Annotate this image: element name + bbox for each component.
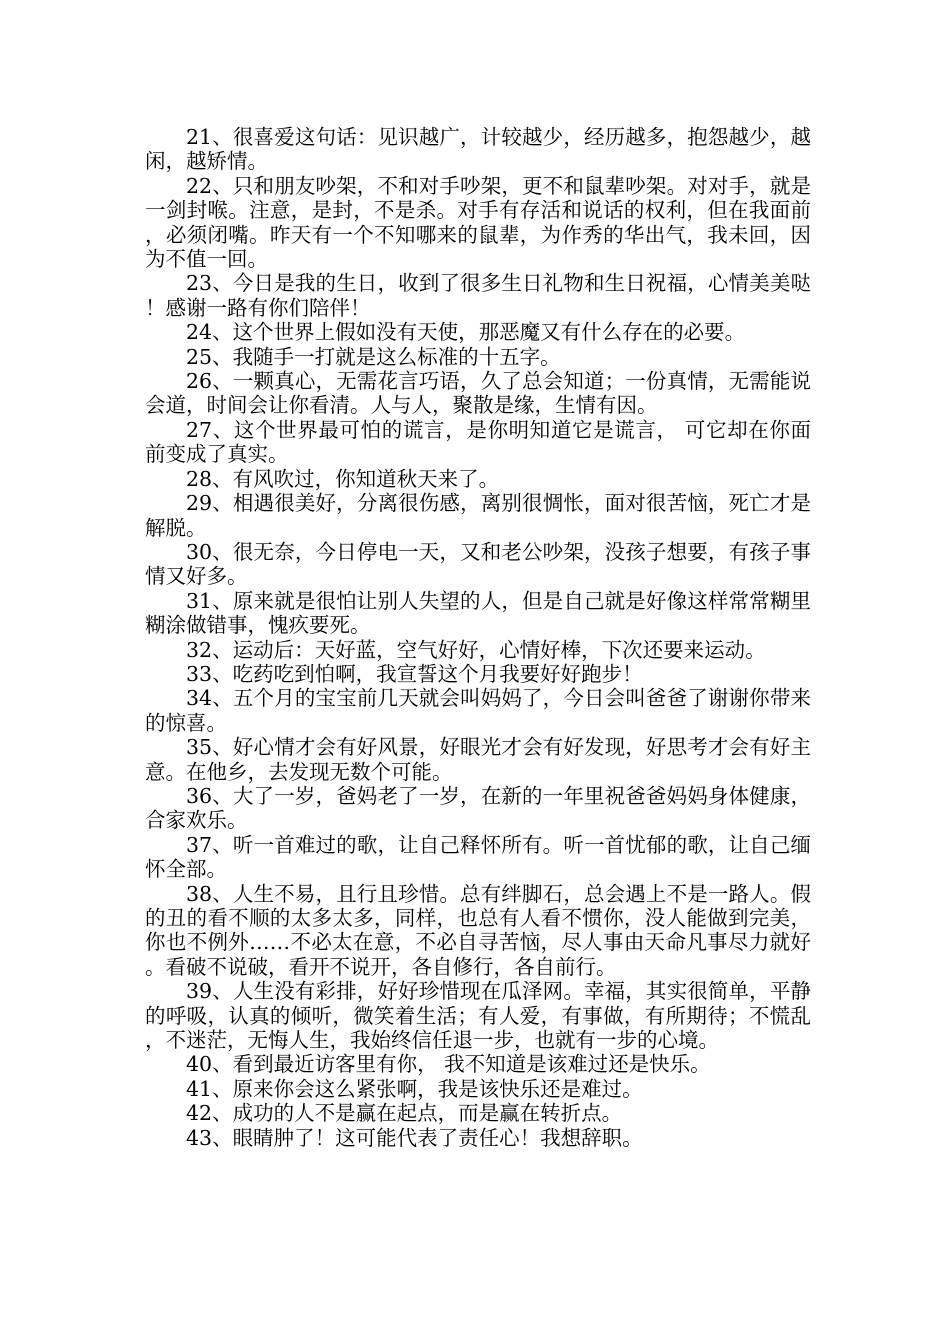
paragraph-21: 21、很喜爱这句话：见识越广，计较越少，经历越多，抱怨越少，越闲，越矫情。 (145, 125, 811, 174)
paragraph-28: 28、有风吹过，你知道秋天来了。 (186, 466, 500, 491)
paragraph-30: 30、很无奈，今日停电一天，又和老公吵架，没孩子想要，有孩子事情又好多。 (145, 539, 811, 589)
paragraph-31: 31、原来就是很怕让别人失望的人，但是自己就是好像这样常常糊里糊涂做错事，愧疚要死。 (145, 588, 811, 638)
paragraph-36: 36、大了一岁，爸妈老了一岁，在新的一年里祝爸爸妈妈身体健康，合家欢乐。 (145, 783, 811, 833)
paragraph-27: 27、这个世界最可怕的谎言，是你明知道它是谎言， 可它却在你面前变成了真实。 (145, 417, 811, 467)
paragraph-29: 29、相遇很美好，分离很伤感，离别很惆怅，面对很苦恼，死亡才是解脱。 (145, 491, 811, 540)
paragraph-39: 39、人生没有彩排，好好珍惜现在瓜泽网。幸福，其实很简单，平静的呼吸，认真的倾听，微笑着生活；有人爱，有事做，有所期待；不慌乱，不迷茫，无悔人生，我始终信任退一步，也就有一步的心境。 (145, 979, 811, 1053)
paragraph-24: 24、这个世界上假如没有天使，那恶魔又有什么存在的必要。 (186, 320, 746, 345)
paragraph-34: 34、五个月的宝宝前几天就会叫妈妈了，今日会叫爸爸了谢谢你带来的惊喜。 (145, 686, 811, 735)
paragraph-37: 37、听一首难过的歌，让自己释怀所有。听一首忧郁的歌，让自己缅怀全部。 (145, 832, 811, 882)
paragraph-23: 23、今日是我的生日，收到了很多生日礼物和生日祝福，心情美美哒！感谢一路有你们陪伴！ (145, 271, 811, 320)
paragraph-32: 32、运动后：天好蓝，空气好好，心情好棒，下次还要来运动。 (186, 637, 766, 662)
paragraph-26: 26、一颗真心，无需花言巧语，久了总会知道；一份真情，无需能说会道，时间会让你看清。人与人，聚散是缘，生情有因。 (145, 369, 811, 418)
paragraph-22: 22、只和朋友吵架，不和对手吵架，更不和鼠辈吵架。对对手，就是一剑封喉。注意，是封，不是杀。对手有存活和说话的权利，但在我面前，必须闭嘴。昨天有一个不知哪来的鼠辈，为作秀的华出气，我未回，因为不值一回。 (145, 173, 811, 272)
paragraph-35: 35、好心情才会有好风景，好眼光才会有好发现，好思考才会有好主意。在他乡，去发现无数个可能。 (145, 735, 811, 784)
paragraph-41: 41、原来你会这么紧张啊，我是该快乐还是难过。 (186, 1076, 643, 1101)
paragraph-38: 38、人生不易，且行且珍惜。总有绊脚石，总会遇上不是一路人。假的丑的看不顺的太多太多，同样，也总有人看不惯你，没人能做到完美，你也不例外……不必太在意，不必自寻苦恼，尽人事由天命凡事尽力就好。看破不说破，看开不说开，各自修行，各自前行。 (145, 881, 811, 979)
document-body (145, 125, 811, 1150)
paragraph-25: 25、我随手一打就是这么标准的十五字。 (186, 344, 561, 369)
paragraph-42: 42、成功的人不是赢在起点，而是赢在转折点。 (186, 1101, 623, 1126)
paragraph-33: 33、吃药吃到怕啊，我宣誓这个月我要好好跑步！ (186, 661, 643, 686)
paragraph-40: 40、看到最近访客里有你， 我不知道是该难过还是快乐。 (186, 1052, 711, 1077)
paragraph-43: 43、眼睛肿了！这可能代表了责任心！我想辞职。 (186, 1125, 643, 1150)
